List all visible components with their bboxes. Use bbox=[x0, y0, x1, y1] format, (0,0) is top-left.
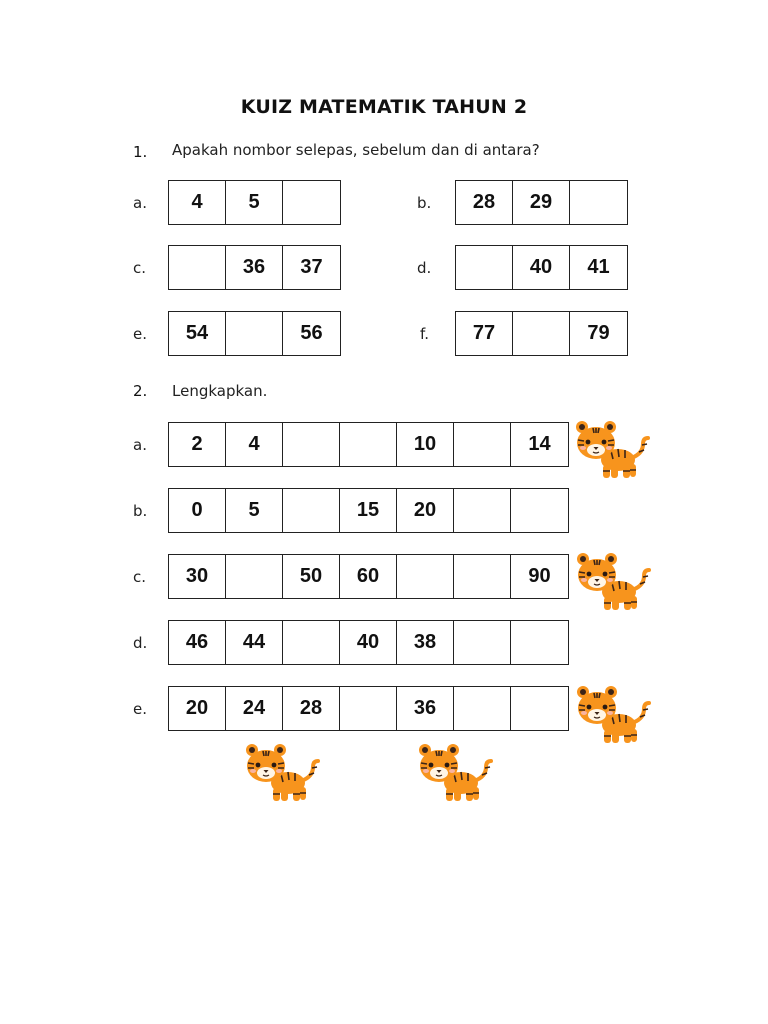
number-cell: 90 bbox=[528, 565, 551, 587]
answer-cell[interactable] bbox=[283, 489, 340, 532]
number-cell: 77 bbox=[456, 312, 513, 355]
q1-row-b bbox=[455, 180, 628, 225]
number-cell: 4 bbox=[169, 181, 226, 224]
q1-label-d: d. bbox=[417, 259, 432, 277]
q1-label-f: f. bbox=[420, 325, 429, 343]
number-cell: 40 bbox=[340, 621, 397, 664]
tiger-cub-icon bbox=[574, 550, 654, 614]
q1-label-c: c. bbox=[133, 259, 147, 277]
answer-cell[interactable] bbox=[169, 246, 226, 289]
answer-cell[interactable] bbox=[226, 555, 283, 598]
answer-cell[interactable] bbox=[283, 621, 340, 664]
q2-row-e bbox=[168, 686, 569, 731]
number-cell: 28 bbox=[456, 181, 513, 224]
answer-cell[interactable] bbox=[283, 423, 340, 466]
number-cell: 40 bbox=[513, 246, 570, 289]
answer-cell[interactable] bbox=[454, 687, 511, 730]
q2-label-c: c. bbox=[133, 568, 147, 586]
tiger-cub-icon bbox=[573, 418, 653, 482]
number-cell: 37 bbox=[300, 256, 323, 278]
number-cell: 29 bbox=[513, 181, 570, 224]
number-cell: 0 bbox=[169, 489, 226, 532]
q1-label-a: a. bbox=[133, 194, 147, 212]
answer-cell[interactable] bbox=[454, 489, 511, 532]
number-cell: 20 bbox=[169, 687, 226, 730]
question-1-number: 1. bbox=[133, 143, 148, 161]
number-cell: 24 bbox=[226, 687, 283, 730]
q2-label-e: e. bbox=[133, 700, 147, 718]
q2-label-b: b. bbox=[133, 502, 148, 520]
number-cell: 15 bbox=[340, 489, 397, 532]
q2-row-d bbox=[168, 620, 569, 665]
q1-row-d bbox=[455, 245, 628, 290]
q2-row-a bbox=[168, 422, 569, 467]
tiger-cub-icon bbox=[416, 741, 496, 805]
number-cell: 56 bbox=[300, 322, 323, 344]
q1-label-e: e. bbox=[133, 325, 147, 343]
number-cell: 44 bbox=[226, 621, 283, 664]
tiger-cub-icon bbox=[243, 741, 323, 805]
answer-cell[interactable] bbox=[511, 489, 568, 532]
q1-row-a bbox=[168, 180, 341, 225]
q1-row-c bbox=[168, 245, 341, 290]
answer-cell[interactable] bbox=[454, 555, 511, 598]
number-cell: 5 bbox=[226, 181, 283, 224]
answer-cell[interactable] bbox=[570, 181, 627, 224]
number-cell: 36 bbox=[226, 246, 283, 289]
q2-label-a: a. bbox=[133, 436, 147, 454]
number-cell: 41 bbox=[587, 256, 610, 278]
answer-cell[interactable] bbox=[340, 423, 397, 466]
q1-label-b: b. bbox=[417, 194, 432, 212]
number-cell: 14 bbox=[528, 433, 551, 455]
tiger-cub-icon bbox=[574, 683, 654, 747]
answer-cell[interactable] bbox=[454, 621, 511, 664]
number-cell: 79 bbox=[587, 322, 610, 344]
number-cell: 54 bbox=[169, 312, 226, 355]
number-cell: 5 bbox=[226, 489, 283, 532]
answer-cell[interactable] bbox=[283, 181, 340, 224]
number-cell: 50 bbox=[283, 555, 340, 598]
answer-cell[interactable] bbox=[397, 555, 454, 598]
worksheet-title: KUIZ MATEMATIK TAHUN 2 bbox=[240, 96, 528, 118]
number-cell: 46 bbox=[169, 621, 226, 664]
number-cell: 36 bbox=[397, 687, 454, 730]
q2-row-c bbox=[168, 554, 569, 599]
answer-cell[interactable] bbox=[513, 312, 570, 355]
number-cell: 4 bbox=[226, 423, 283, 466]
answer-cell[interactable] bbox=[511, 621, 568, 664]
q1-row-e bbox=[168, 311, 341, 356]
number-cell: 2 bbox=[169, 423, 226, 466]
number-cell: 30 bbox=[169, 555, 226, 598]
question-2-number: 2. bbox=[133, 382, 148, 400]
q2-label-d: d. bbox=[133, 634, 148, 652]
answer-cell[interactable] bbox=[511, 687, 568, 730]
q1-row-f bbox=[455, 311, 628, 356]
question-2-prompt: Lengkapkan. bbox=[172, 382, 268, 400]
answer-cell[interactable] bbox=[454, 423, 511, 466]
question-1-prompt: Apakah nombor selepas, sebelum dan di antara? bbox=[172, 141, 540, 159]
number-cell: 28 bbox=[283, 687, 340, 730]
answer-cell[interactable] bbox=[340, 687, 397, 730]
answer-cell[interactable] bbox=[456, 246, 513, 289]
q2-row-b bbox=[168, 488, 569, 533]
number-cell: 10 bbox=[397, 423, 454, 466]
answer-cell[interactable] bbox=[226, 312, 283, 355]
number-cell: 60 bbox=[340, 555, 397, 598]
number-cell: 38 bbox=[397, 621, 454, 664]
number-cell: 20 bbox=[397, 489, 454, 532]
